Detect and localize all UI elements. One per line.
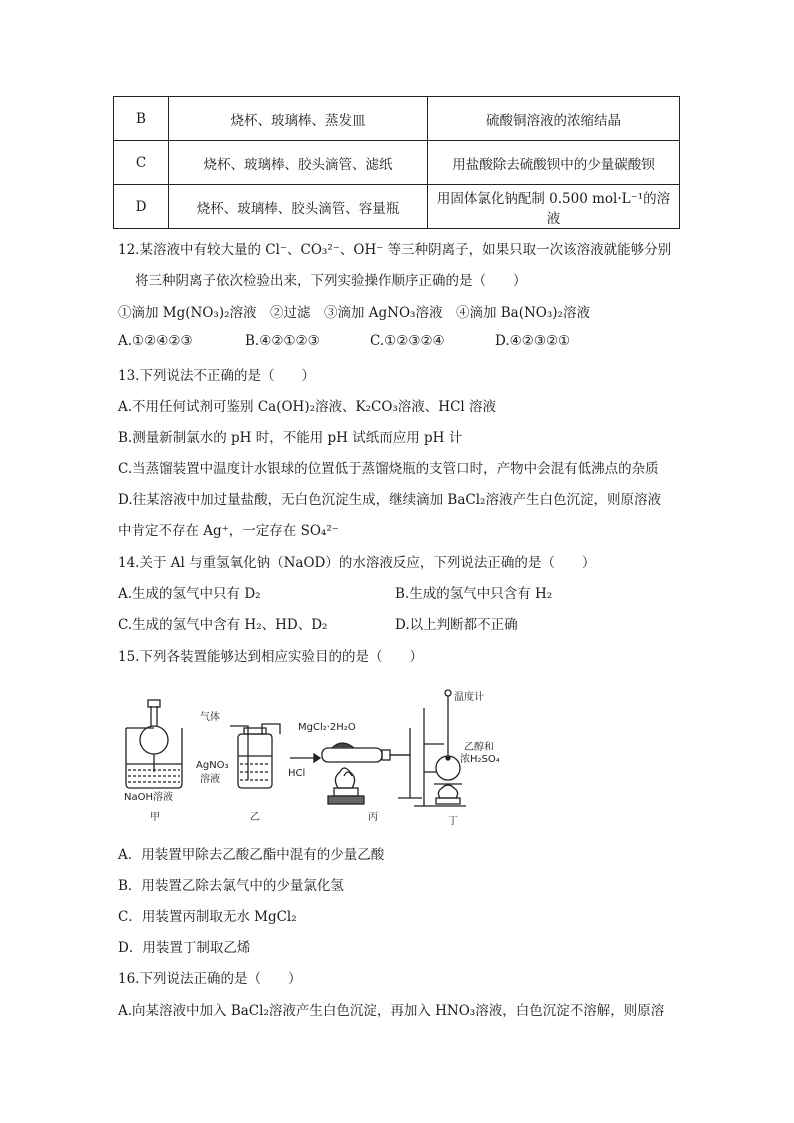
row-label: D xyxy=(114,185,169,229)
apparatus-jia xyxy=(126,700,182,788)
q15-option-b: B．用装置乙除去氯气中的少量氯化氢 xyxy=(118,878,344,894)
row-label: B xyxy=(114,97,169,141)
q16-option-a: A.向某溶液中加入 BaCl₂溶液产生白色沉淀，再加入 HNO₃溶液，白色沉淀不溶解，则原溶 xyxy=(118,1003,665,1019)
q12-steps: ①滴加 Mg(NO₃)₂溶液 ②过滤 ③滴加 AgNO₃溶液 ④滴加 Ba(NO₃)₂溶液 xyxy=(118,305,590,321)
q15-option-c: C．用装置丙制取无水 MgCl₂ xyxy=(118,909,297,925)
q12-option-b: B.④②①②③ xyxy=(245,333,320,349)
q14-option-c: C.生成的氢气中含有 H₂、HD、D₂ xyxy=(118,617,328,633)
row-label: C xyxy=(114,141,169,185)
q14-option-b: B.生成的氢气中只含有 H₂ xyxy=(395,586,553,602)
row-purpose: 用固体氯化钠配制 0.500 mol·L⁻¹的溶液 xyxy=(428,185,680,229)
table-row xyxy=(114,185,680,229)
label-yi: 乙 xyxy=(250,812,260,823)
q14-stem: 14.关于 Al 与重氢氧化钠（NaOD）的水溶液反应，下列说法正确的是（ ） xyxy=(118,555,596,571)
options-table xyxy=(113,96,680,229)
label-naoh-solution: NaOH溶液 xyxy=(124,792,173,803)
label-gas: 气体 xyxy=(200,712,220,723)
q12-option-d: D.④②③②① xyxy=(495,333,571,349)
apparatus-ding xyxy=(414,690,466,806)
q12-option-a: A.①②④②③ xyxy=(118,333,193,349)
q16-stem: 16.下列说法正确的是（ ） xyxy=(118,971,302,987)
q13-option-b: B.测量新制氯水的 pH 时，不能用 pH 试纸而应用 pH 计 xyxy=(118,430,463,446)
row-equipment: 烧杯、玻璃棒、胶头滴管、容量瓶 xyxy=(169,185,428,229)
table-row xyxy=(114,141,680,185)
label-ding: 丁 xyxy=(448,816,458,827)
label-sulfuric-acid: 浓H₂SO₄ xyxy=(460,754,500,765)
q13-option-a: A.不用任何试剂可鉴别 Ca(OH)₂溶液、K₂CO₃溶液、HCl 溶液 xyxy=(118,399,497,415)
q12-line1: 12.某溶液中有较大量的 Cl⁻、CO₃²⁻、OH⁻ 等三种阴离子，如果只取一次该溶液就能够分别 xyxy=(118,242,672,258)
row-equipment: 烧杯、玻璃棒、胶头滴管、滤纸 xyxy=(169,141,428,185)
q13-stem: 13.下列说法不正确的是（ ） xyxy=(118,368,315,384)
q14-option-a: A.生成的氢气中只有 D₂ xyxy=(118,586,261,602)
q13-option-d-line2: 中肯定不存在 Ag⁺，一定存在 SO₄²⁻ xyxy=(118,523,339,539)
label-bing: 丙 xyxy=(368,812,378,823)
label-ethanol: 乙醇和 xyxy=(464,742,494,753)
q13-option-d-line1: D.往某溶液中加过量盐酸，无白色沉淀生成，继续滴加 BaCl₂溶液产生白色沉淀，则原溶液 xyxy=(118,492,661,508)
label-agno3: AgNO₃ xyxy=(196,760,229,771)
label-thermometer: 温度计 xyxy=(454,692,484,703)
table-row xyxy=(114,97,680,141)
row-purpose: 硫酸铜溶液的浓缩结晶 xyxy=(428,97,680,141)
label-mgcl2: MgCl₂·2H₂O xyxy=(298,722,356,733)
label-jia: 甲 xyxy=(150,812,160,823)
label-agno3-solution: 溶液 xyxy=(200,774,220,785)
label-hcl: HCl xyxy=(288,768,306,779)
apparatus-yi xyxy=(230,724,280,788)
q14-option-d: D.以上判断都不正确 xyxy=(395,617,518,633)
row-equipment: 烧杯、玻璃棒、蒸发皿 xyxy=(169,97,428,141)
q15-stem: 15.下列各装置能够达到相应实验目的的是（ ） xyxy=(118,649,423,665)
row-purpose: 用盐酸除去硫酸钡中的少量碳酸钡 xyxy=(428,141,680,185)
q13-option-c: C.当蒸馏装置中温度计水银球的位置低于蒸馏烧瓶的支管口时，产物中会混有低沸点的杂质 xyxy=(118,461,659,477)
q12-line2: 将三种阴离子依次检验出来，下列实验操作顺序正确的是（ ） xyxy=(135,273,527,289)
q15-option-a: A．用装置甲除去乙酸乙酯中混有的少量乙酸 xyxy=(118,847,385,863)
q12-option-c: C.①②③②④ xyxy=(370,333,445,349)
apparatus-figure xyxy=(118,688,538,828)
apparatus-svg xyxy=(118,688,538,828)
q15-option-d: D．用装置丁制取乙烯 xyxy=(118,940,251,956)
apparatus-bing xyxy=(290,728,422,804)
